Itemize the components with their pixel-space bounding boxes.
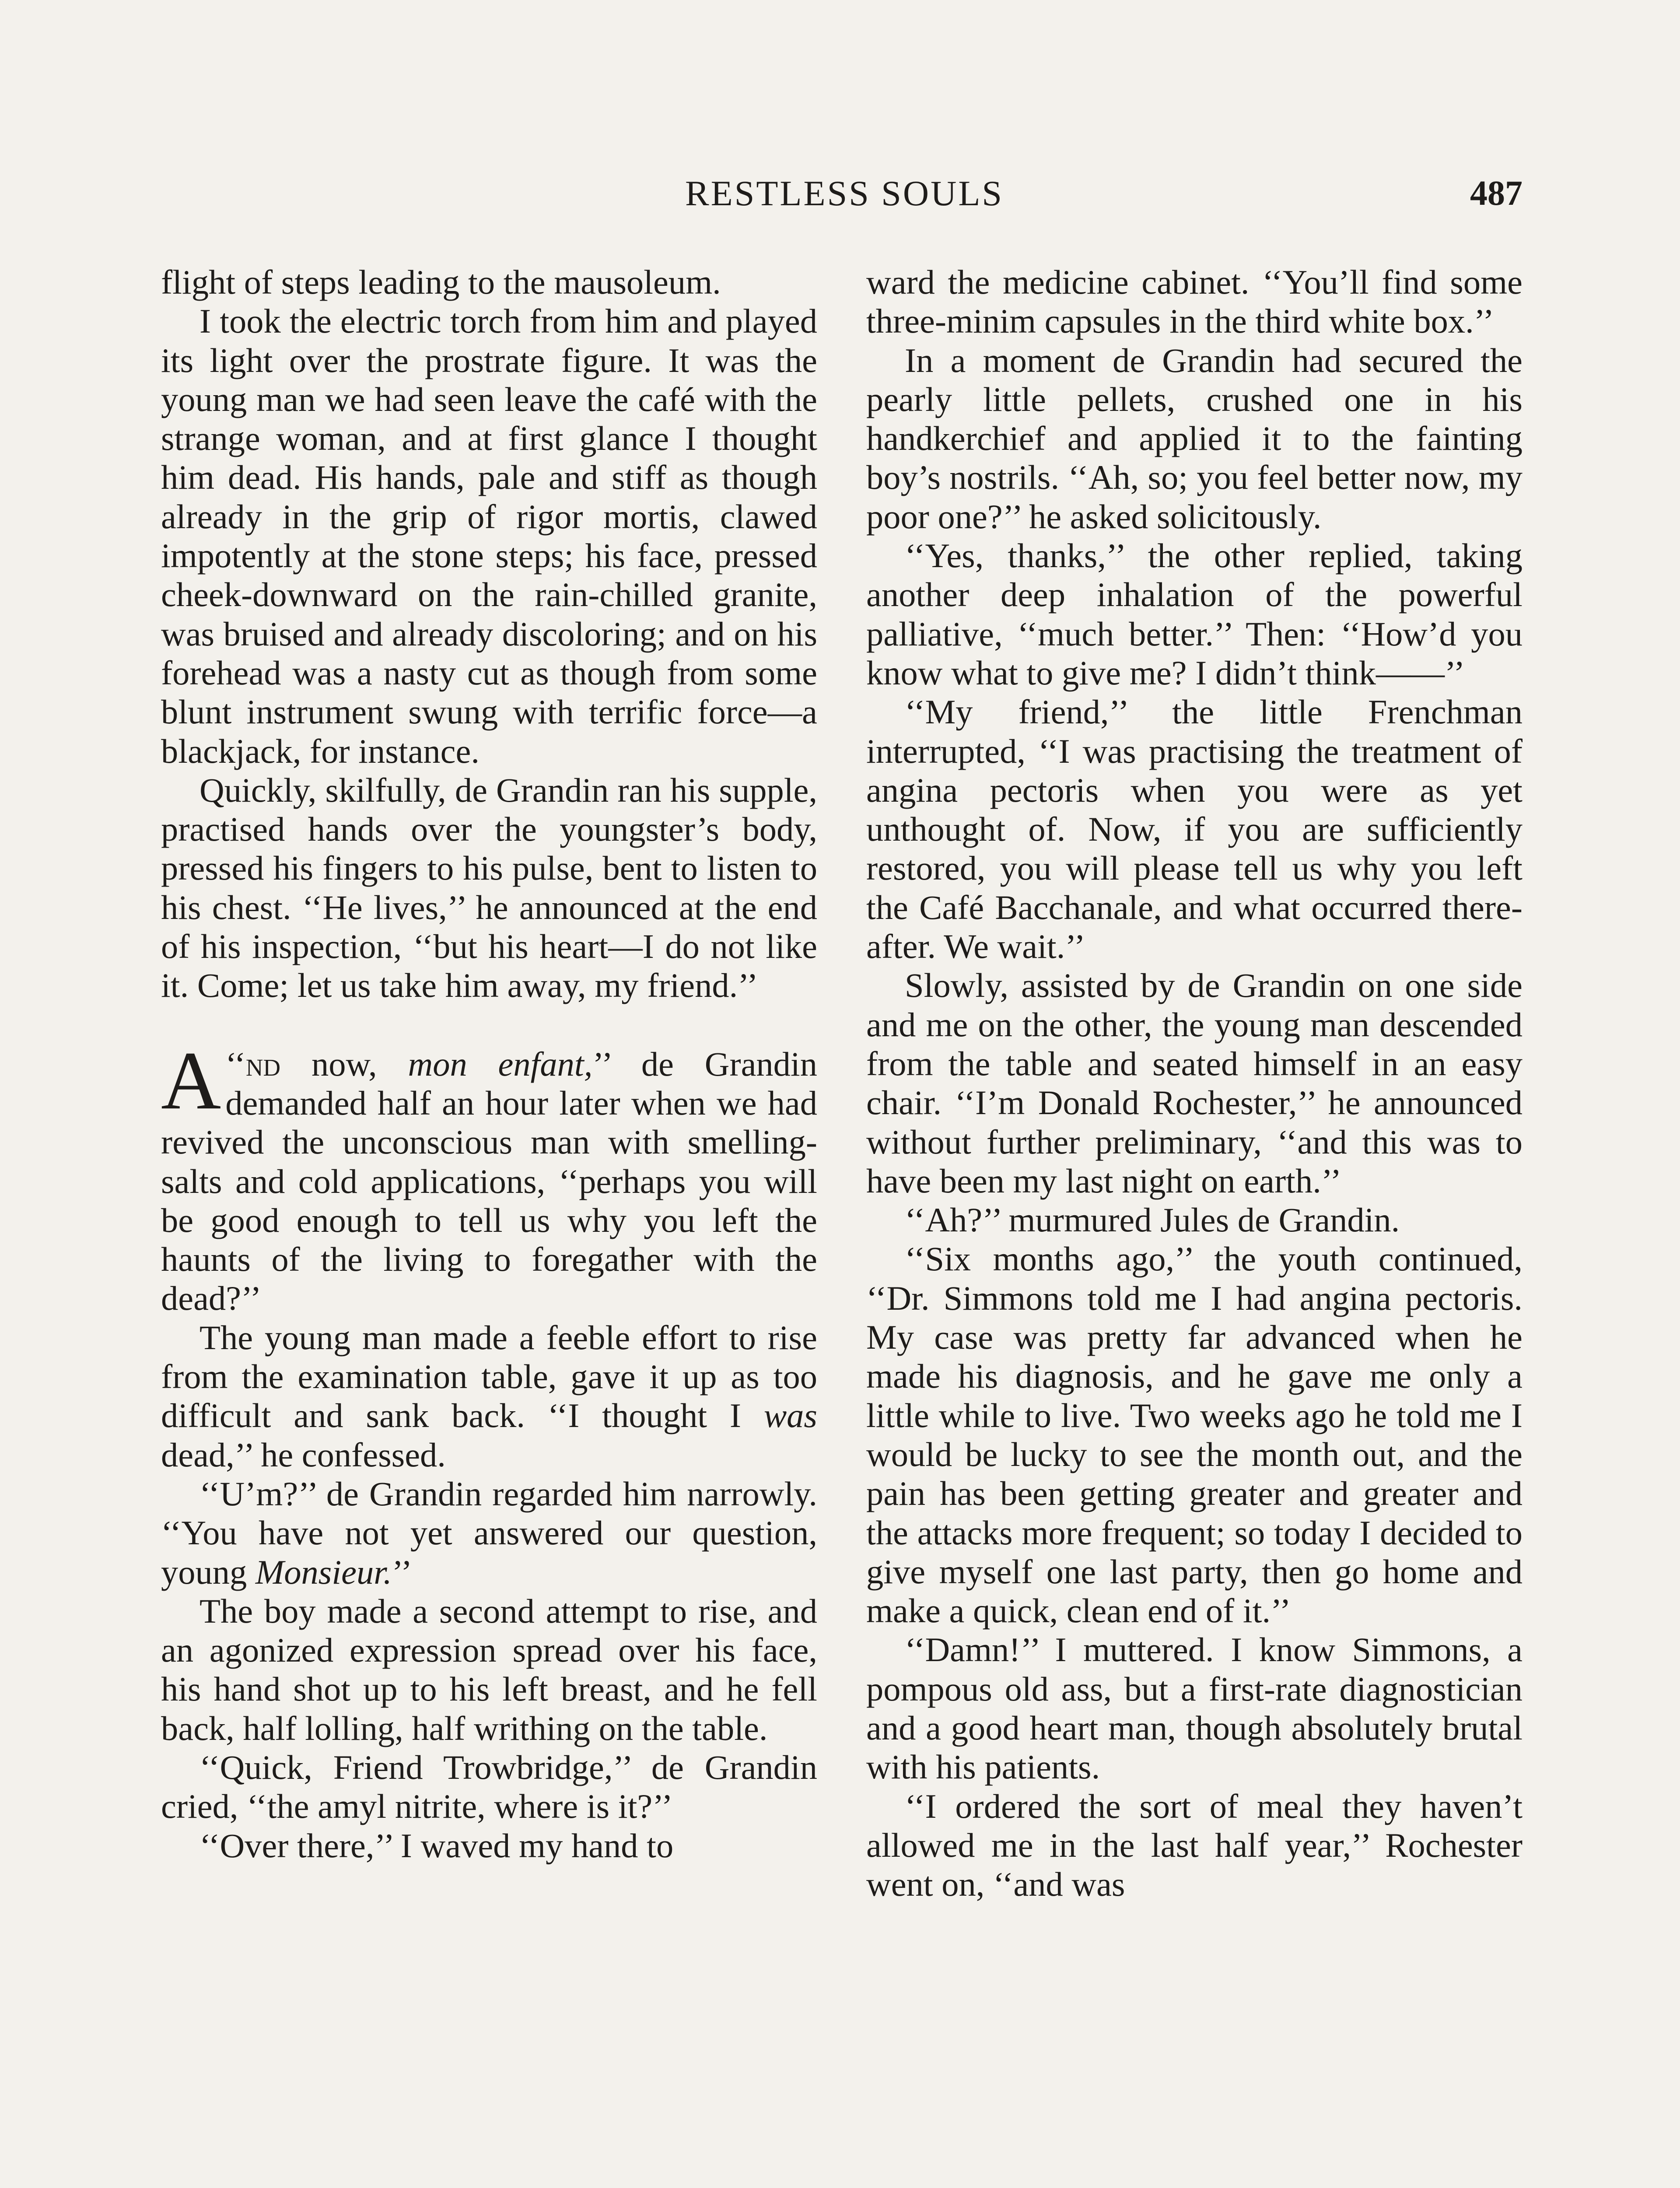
paragraph: ward the medicine cabinet. ‘‘You’ll find some three-minim capsules in the third white box.’’ bbox=[866, 263, 1522, 340]
small-caps-text: nd bbox=[245, 1045, 281, 1083]
right-column bbox=[866, 263, 1522, 1904]
text-run: The young man made a feeble effort to rise from the examination table, gave it up as too difficult and sank back. ‘‘I thought I bbox=[161, 1318, 817, 1435]
paragraph: ‘‘Six months ago,’’ the youth continued, ‘‘Dr. Simmons told me I had angina pectoris. My case was pretty far advanced when he made his diagnosis, and he gave me only a little while to live. Two weeks ago he told me I would be lucky to see the month out, and the pain has been getting greater and greater and the attacks more frequent; so today I decided to give myself one last party, then go home and make a quick, clean end of it.’’ bbox=[866, 1240, 1522, 1630]
text-run: ’’ bbox=[392, 1553, 413, 1591]
paragraph: ‘‘I ordered the sort of meal they haven’t allowed me in the last half year,’’ Rochester went on, ‘‘and was bbox=[866, 1787, 1522, 1904]
italic-text: mon enfant, bbox=[408, 1045, 593, 1083]
paragraph: ‘‘Quick, Friend Trowbridge,’’ de Grandin cried, ‘‘the amyl nitrite, where is it?’’ bbox=[161, 1748, 817, 1826]
paragraph bbox=[161, 1474, 817, 1592]
text-run: dead,’’ he confessed. bbox=[161, 1435, 446, 1474]
italic-text: was bbox=[763, 1396, 817, 1435]
paragraph: ‘‘Yes, thanks,’’ the other replied, taking another deep inhalation of the powerful palliative, ‘‘much better.’’ Then: ‘‘How’d you know what to give me? I didn’t think——’’ bbox=[866, 536, 1522, 692]
paragraph: In a moment de Grandin had secured the pearly little pellets, crushed one in his handkerchief and applied it to the fainting boy’s nostrils. ‘‘Ah, so; you feel better now, my poor one?’’ he asked solicitously. bbox=[866, 341, 1522, 536]
paragraph: ‘‘Over there,’’ I waved my hand to bbox=[200, 1826, 674, 1865]
paragraph: ‘‘My friend,’’ the little Frenchman interrupted, ‘‘I was practising the treatment of angina pectoris when you were as yet unthought of. Now, if you are sufficiently restored, you will please tell us why you left the Café Bacchanale, and what occurred thereafter. We wait.’’ bbox=[866, 693, 1522, 966]
text-run: ’’ de Grandin demanded half an hour later when we had revived the unconscious man with smelling-salts and cold applications, ‘‘perhaps you will be good enough to tell us why you left the haunts of the living to foregather with the dead?’’ bbox=[161, 1045, 817, 1318]
paragraph: Quickly, skilfully, de Grandin ran his supple, practised hands over the youngster’s body, pressed his fingers to his pulse, bent to listen to his chest. ‘‘He lives,’’ he announced at the end of his inspection, ‘‘but his heart—I do not like it. Come; let us take him away, my friend.’’ bbox=[161, 771, 817, 1005]
paragraph: ‘‘Ah?’’ murmured Jules de Grandin. bbox=[905, 1201, 1400, 1239]
paragraph: ‘‘Damn!’’ I muttered. I know Simmons, a pompous old ass, but a first-rate diagnostician and a good heart man, though absolutely brutal with his patients. bbox=[866, 1630, 1522, 1786]
text-run: ‘‘U’m?’’ de Grandin regarded him narrowly. ‘‘You have not yet answered our question, young bbox=[161, 1474, 817, 1591]
text-run: now, bbox=[280, 1045, 408, 1083]
page-number: 487 bbox=[1470, 174, 1522, 213]
section-opening-paragraph bbox=[161, 1034, 817, 1318]
left-column bbox=[161, 263, 817, 1865]
opening-quote: ‘‘ bbox=[225, 1045, 246, 1083]
running-title: RESTLESS SOULS bbox=[685, 173, 1004, 213]
running-head bbox=[0, 172, 1680, 215]
italic-text: Monsieur. bbox=[255, 1553, 392, 1591]
paragraph bbox=[161, 1318, 817, 1474]
paragraph: I took the electric torch from him and played its light over the prostrate figure. It was the young man we had seen leave the café with the strange woman, and at first glance I thought him dead. His hands, pale and stiff as though already in the grip of rigor mortis, clawed impotently at the stone steps; his face, pressed cheek-downward on the rain-chilled granite, was bruised and already discoloring; and on his forehead was a nasty cut as though from some blunt instrument swung with terrific force—a blackjack, for instance. bbox=[161, 302, 817, 770]
drop-cap: A bbox=[161, 1034, 221, 1127]
paragraph: Slowly, assisted by de Grandin on one side and me on the other, the young man descended from the table and seated himself in an easy chair. ‘‘I’m Donald Rochester,’’ he announced without further preliminary, ‘‘and this was to have been my last night on earth.’’ bbox=[866, 966, 1522, 1200]
paragraph: The boy made a second attempt to rise, and an agonized expression spread over his face, his hand shot up to his left breast, and he fell back, half lolling, half writhing on the table. bbox=[161, 1592, 817, 1747]
paragraph: flight of steps leading to the mausoleum. bbox=[161, 263, 721, 301]
